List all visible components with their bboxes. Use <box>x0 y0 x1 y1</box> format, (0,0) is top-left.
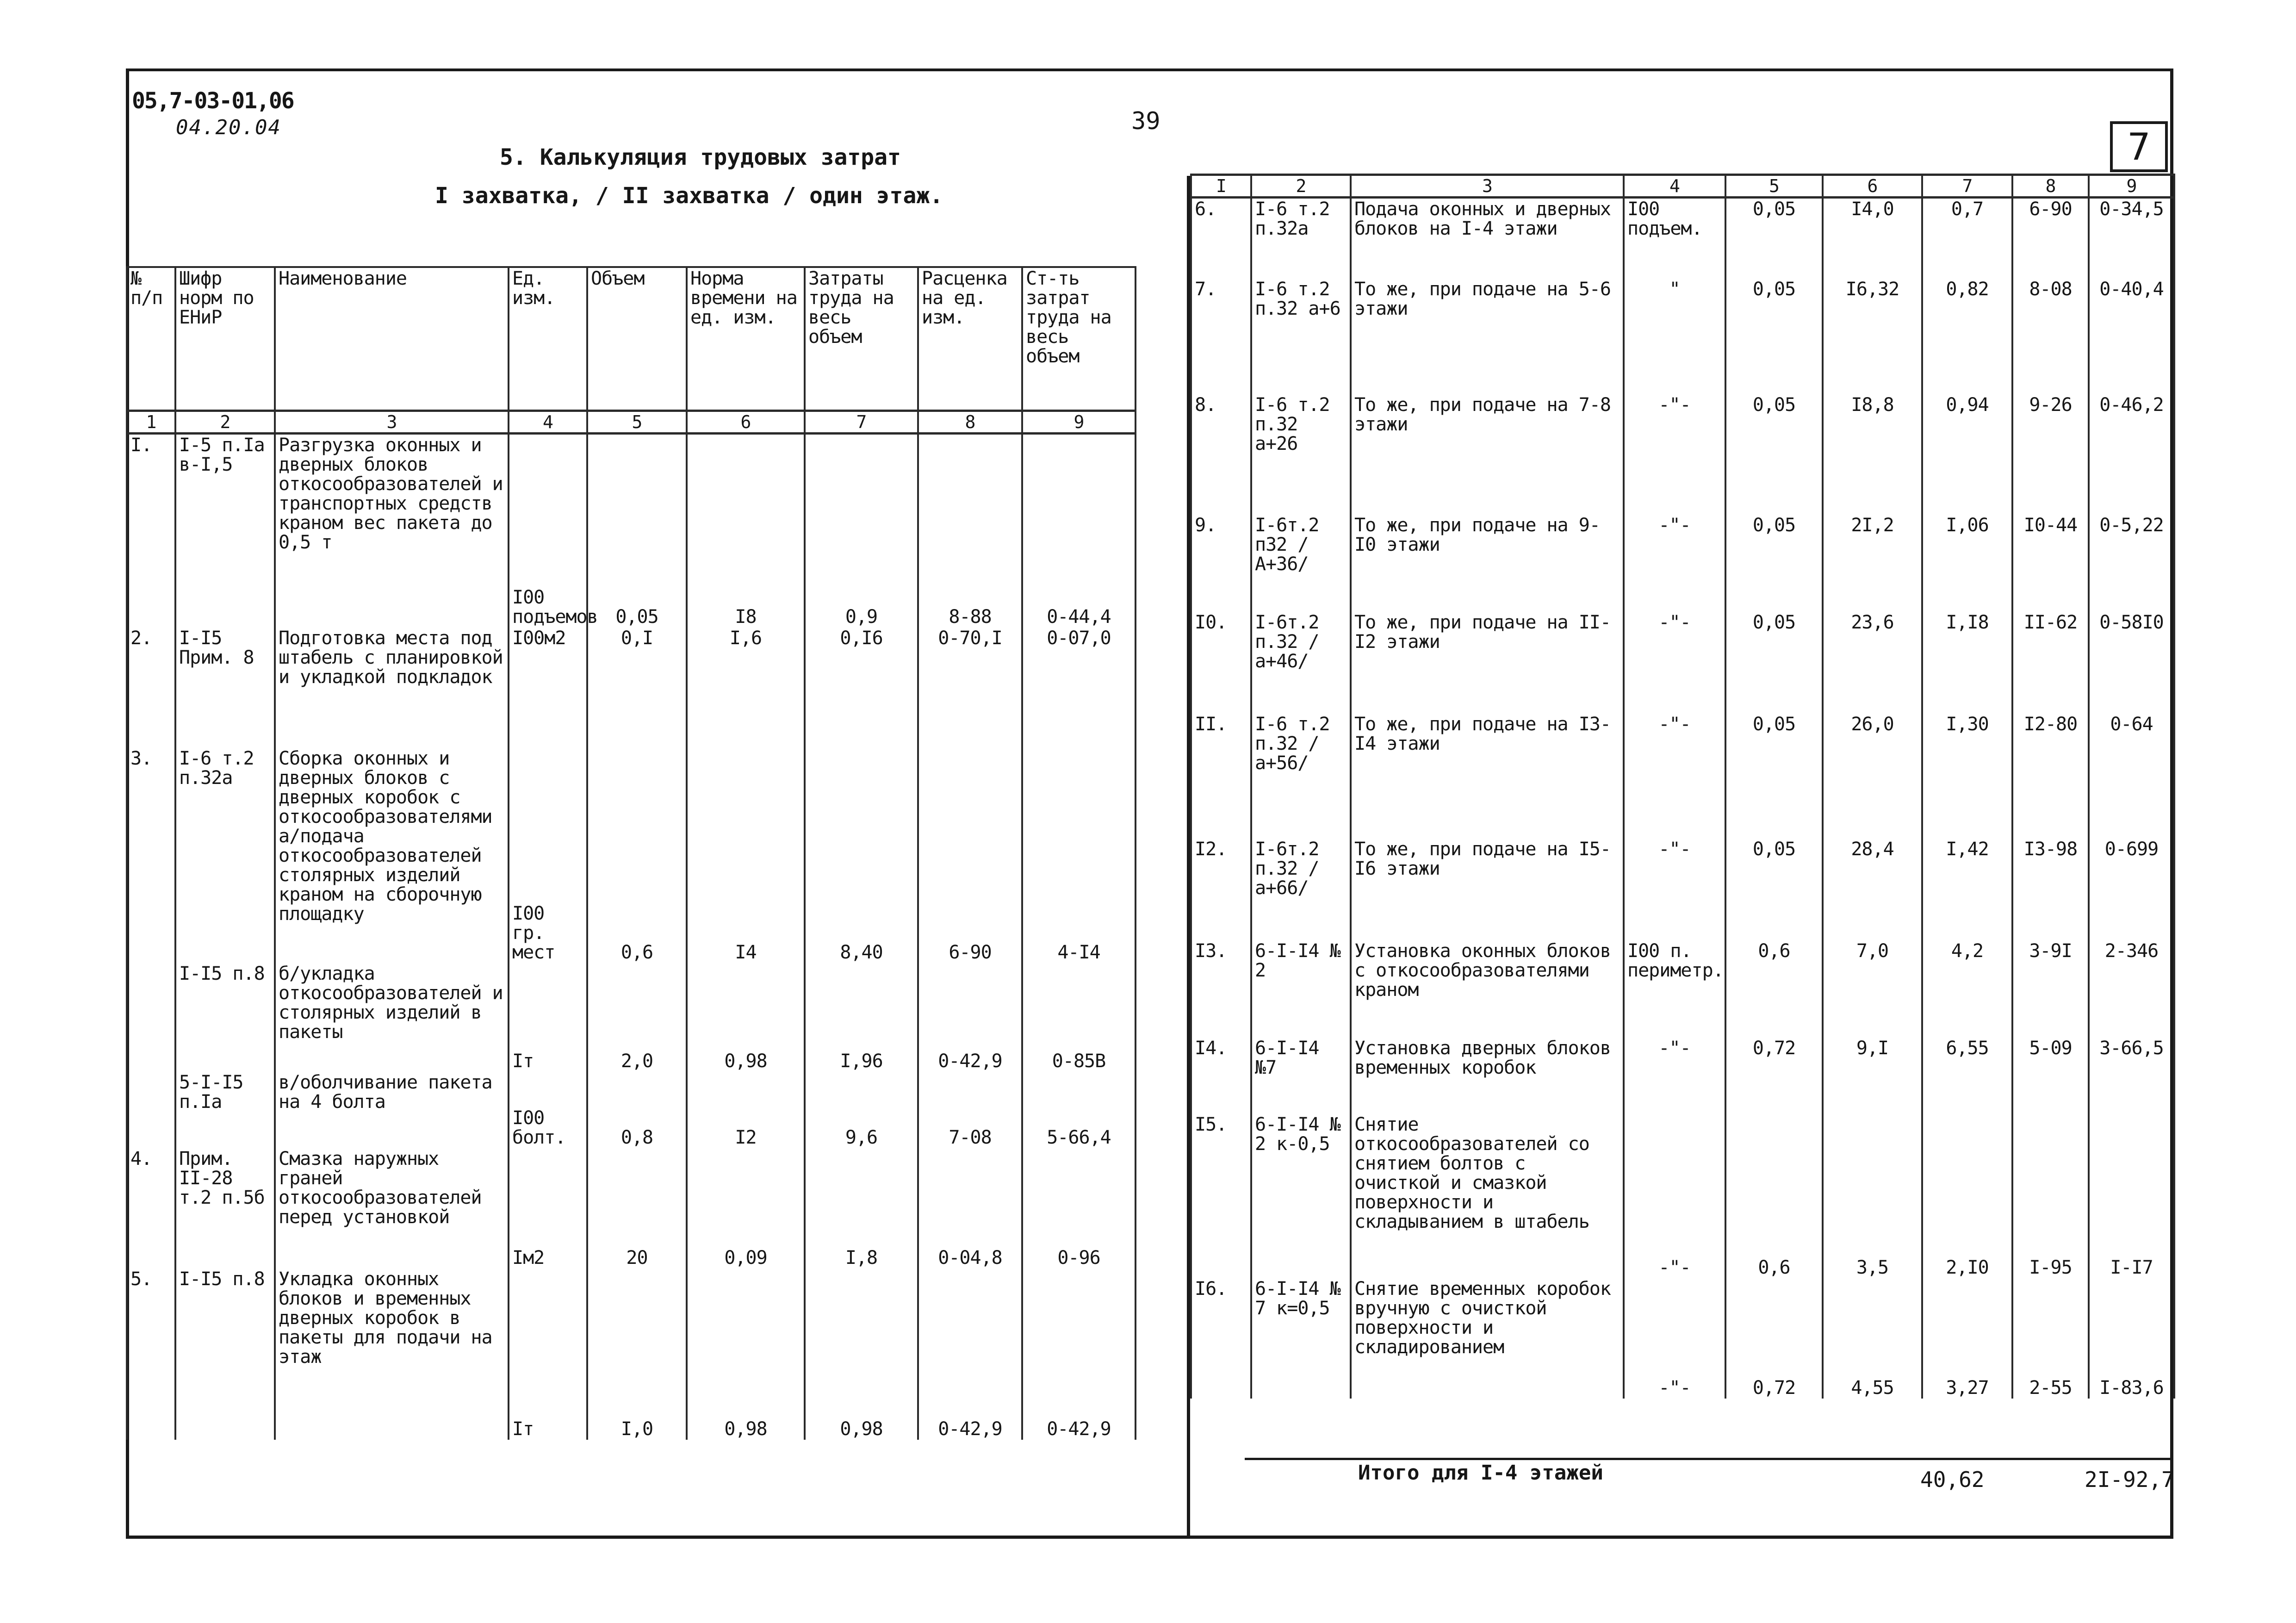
cell-name: Разгрузка оконных и дверных блоков откосообразователей и транспортных средств краном вес пакета до 0,5 т <box>275 433 509 628</box>
cell-cost: 0-42,9 <box>1022 1269 1136 1440</box>
cell-volume: 0,05 <box>1725 198 1823 279</box>
cell-n: 6. <box>1191 198 1251 279</box>
table-row <box>1191 1278 2174 1399</box>
cell-cost: 0-5,22 <box>2089 515 2174 612</box>
cell-volume: 0,05 <box>1725 714 1823 839</box>
col-number: I <box>1191 175 1251 198</box>
column-number-row <box>127 410 1136 433</box>
cell-cost: 0-64 <box>2089 714 2174 839</box>
cell-volume: 0,8 <box>587 1072 687 1148</box>
cell-rate: 3-9I <box>2012 940 2089 1038</box>
section-subtitle: I захватка, / II захватка / один этаж. <box>435 183 943 209</box>
col-number: 5 <box>587 410 687 433</box>
col-number: 3 <box>275 410 509 433</box>
cell-cost: 0-40,4 <box>2089 279 2174 394</box>
cell-norm: 0,98 <box>687 1269 805 1440</box>
cell-cost: 0-96 <box>1022 1148 1136 1269</box>
cell-rate: 8-88 <box>918 433 1022 628</box>
cell-name: Снятие временных коробок вручную с очисткой поверхности и складированием <box>1351 1278 1624 1399</box>
table-row <box>1191 612 2174 714</box>
cell-rate: I0-44 <box>2012 515 2089 612</box>
col-number: 4 <box>509 410 587 433</box>
cell-labor: I,I8 <box>1922 612 2012 714</box>
col-number: 1 <box>127 410 175 433</box>
col-number: 5 <box>1725 175 1823 198</box>
table-row <box>127 748 1136 963</box>
sheet-number: 7 <box>2110 121 2168 172</box>
cell-name: Подготовка места под штабель с планировкой и укладкой подкладок <box>275 628 509 748</box>
cell-rate: 6-90 <box>2012 198 2089 279</box>
section-title: 5. Калькуляция трудовых затрат <box>500 144 901 170</box>
cell-labor: I,96 <box>805 963 918 1072</box>
cell-name: Установка дверных блоков временных коробок <box>1351 1038 1624 1114</box>
col-number: 9 <box>2089 175 2174 198</box>
cell-code: Прим. II-28 т.2 п.5б <box>175 1148 275 1269</box>
total-cost: 2I-92,7 <box>2085 1467 2174 1492</box>
col-header: Наименование <box>275 267 509 410</box>
cell-rate: 7-08 <box>918 1072 1022 1148</box>
cell-unit: -"- <box>1624 515 1725 612</box>
cell-labor: 9,6 <box>805 1072 918 1148</box>
cell-norm: 0,98 <box>687 963 805 1072</box>
cell-rate: 0-42,9 <box>918 963 1022 1072</box>
cell-rate: I3-98 <box>2012 839 2089 940</box>
cell-n <box>127 963 175 1072</box>
cell-unit: I00 подъемов <box>509 433 587 628</box>
cell-labor: 3,27 <box>1922 1278 2012 1399</box>
cell-cost: 0-46,2 <box>2089 394 2174 515</box>
header-row <box>127 267 1136 410</box>
cell-n <box>127 1072 175 1148</box>
cell-volume: 0,I <box>587 628 687 748</box>
cell-labor: I,42 <box>1922 839 2012 940</box>
cell-labor: 0,I6 <box>805 628 918 748</box>
cell-labor: 0,82 <box>1922 279 2012 394</box>
cell-n: II. <box>1191 714 1251 839</box>
cell-n: I0. <box>1191 612 1251 714</box>
cell-n: I. <box>127 433 175 628</box>
cell-code: I-6т.2 п.32 /а+46/ <box>1251 612 1351 714</box>
cell-unit: -"- <box>1624 394 1725 515</box>
cell-volume: 0,6 <box>1725 940 1823 1038</box>
cell-name: То же, при подаче на 7-8 этажи <box>1351 394 1624 515</box>
col-number: 7 <box>805 410 918 433</box>
cell-cost: 0-44,4 <box>1022 433 1136 628</box>
col-header: № п/п <box>127 267 175 410</box>
cell-cost: 3-66,5 <box>2089 1038 2174 1114</box>
cell-cost: 2-346 <box>2089 940 2174 1038</box>
cell-norm: I2 <box>687 1072 805 1148</box>
table-row <box>1191 714 2174 839</box>
cell-norm: 9,I <box>1823 1038 1922 1114</box>
col-number: 3 <box>1351 175 1624 198</box>
cell-cost: 0-34,5 <box>2089 198 2174 279</box>
cell-volume: 0,05 <box>1725 612 1823 714</box>
table-row <box>1191 839 2174 940</box>
cell-cost: 0-58I0 <box>2089 612 2174 714</box>
cell-volume: I,0 <box>587 1269 687 1440</box>
cell-labor: 0,94 <box>1922 394 2012 515</box>
cell-volume: 0,05 <box>1725 279 1823 394</box>
cell-cost: 0-07,0 <box>1022 628 1136 748</box>
right-labor-table <box>1190 174 2175 1399</box>
cell-rate: 0-42,9 <box>918 1269 1022 1440</box>
cell-rate: 8-08 <box>2012 279 2089 394</box>
cell-code: I-6 т.2 п.32а <box>175 748 275 963</box>
total-labor: 40,62 <box>1920 1467 1985 1492</box>
cell-labor: 8,40 <box>805 748 918 963</box>
cell-rate: 2-55 <box>2012 1278 2089 1399</box>
cell-name: Установка оконных блоков с откосообразователями краном <box>1351 940 1624 1038</box>
cell-code: 6-I-I4 № 2 к-0,5 <box>1251 1114 1351 1278</box>
cell-name: Смазка наружных граней откосообразователей перед установкой <box>275 1148 509 1269</box>
cell-n: I3. <box>1191 940 1251 1038</box>
cell-name: То же, при подаче на 5-6 этажи <box>1351 279 1624 394</box>
cell-unit: Iт <box>509 1269 587 1440</box>
cell-code: 6-I-I4 №7 <box>1251 1038 1351 1114</box>
cell-name: То же, при подаче на II-I2 этажи <box>1351 612 1624 714</box>
table-row <box>1191 198 2174 279</box>
cell-cost: I-83,6 <box>2089 1278 2174 1399</box>
cell-name: Снятие откосообразователей со снятием болтов с очисткой и смазкой поверхности и складыванием в штабель <box>1351 1114 1624 1278</box>
cell-unit: Iт <box>509 963 587 1072</box>
table-row <box>1191 1038 2174 1114</box>
cell-rate: I2-80 <box>2012 714 2089 839</box>
cell-code: I-6 т.2 п.32 а+6 <box>1251 279 1351 394</box>
document-date: 04.20.04 <box>176 116 281 139</box>
cell-volume: 0,05 <box>1725 839 1823 940</box>
cell-unit: I00м2 <box>509 628 587 748</box>
col-number: 6 <box>1823 175 1922 198</box>
cell-volume: 0,6 <box>1725 1114 1823 1278</box>
cell-n: 7. <box>1191 279 1251 394</box>
cell-unit: I00 подъем. <box>1624 198 1725 279</box>
cell-name: То же, при подаче на 9-I0 этажи <box>1351 515 1624 612</box>
cell-volume: 20 <box>587 1148 687 1269</box>
col-header: Шифр норм по ЕНиР <box>175 267 275 410</box>
cell-code: I-I5 Прим. 8 <box>175 628 275 748</box>
cell-unit: -"- <box>1624 714 1725 839</box>
cell-code: I-6 т.2 п.32 /а+56/ <box>1251 714 1351 839</box>
total-separator <box>1245 1458 2172 1460</box>
cell-rate: 5-09 <box>2012 1038 2089 1114</box>
cell-norm: I,6 <box>687 628 805 748</box>
cell-n: I2. <box>1191 839 1251 940</box>
col-number: 6 <box>687 410 805 433</box>
cell-unit: -"- <box>1624 1114 1725 1278</box>
cell-name: Укладка оконных блоков и временных дверных коробок в пакеты для подачи на этаж <box>275 1269 509 1440</box>
cell-rate: 9-26 <box>2012 394 2089 515</box>
cell-code: 6-I-I4 № 2 <box>1251 940 1351 1038</box>
column-divider <box>1187 176 1190 1536</box>
col-number: 8 <box>918 410 1022 433</box>
cell-n: 8. <box>1191 394 1251 515</box>
cell-name: Подача оконных и дверных блоков на I-4 этажи <box>1351 198 1624 279</box>
cell-norm: 4,55 <box>1823 1278 1922 1399</box>
cell-name: Сборка оконных и дверных блоков с дверных коробок с откосообразователями а/подача откосообразователей столярных изделий краном на сборочную площадку <box>275 748 509 963</box>
cell-name: То же, при подаче на I5-I6 этажи <box>1351 839 1624 940</box>
table-row <box>1191 394 2174 515</box>
cell-n: I5. <box>1191 1114 1251 1278</box>
cell-code: I-5 п.Iа в-I,5 <box>175 433 275 628</box>
table-row <box>1191 1114 2174 1278</box>
cell-norm: 26,0 <box>1823 714 1922 839</box>
table-row <box>127 1148 1136 1269</box>
cell-n: I4. <box>1191 1038 1251 1114</box>
col-number: 7 <box>1922 175 2012 198</box>
cell-n: 4. <box>127 1148 175 1269</box>
cell-n: 2. <box>127 628 175 748</box>
cell-code: I-6 т.2 п.32 а+26 <box>1251 394 1351 515</box>
cell-n: 9. <box>1191 515 1251 612</box>
cell-norm: 28,4 <box>1823 839 1922 940</box>
cell-labor: 0,7 <box>1922 198 2012 279</box>
cell-labor: I,06 <box>1922 515 2012 612</box>
cell-cost: 4-I4 <box>1022 748 1136 963</box>
cell-norm: I8 <box>687 433 805 628</box>
col-header: Объем <box>587 267 687 410</box>
cell-norm: I4,0 <box>1823 198 1922 279</box>
cell-volume: 0,05 <box>587 433 687 628</box>
cell-volume: 0,05 <box>1725 515 1823 612</box>
cell-code: I-6т.2 п32 /А+36/ <box>1251 515 1351 612</box>
col-header: Ст-ть затрат труда на весь объем <box>1022 267 1136 410</box>
cell-norm: 7,0 <box>1823 940 1922 1038</box>
cell-cost: 0-85В <box>1022 963 1136 1072</box>
col-number: 4 <box>1624 175 1725 198</box>
cell-labor: 4,2 <box>1922 940 2012 1038</box>
cell-unit: Iм2 <box>509 1148 587 1269</box>
cell-rate: II-62 <box>2012 612 2089 714</box>
cell-unit: I00 болт. <box>509 1072 587 1148</box>
cell-unit: -"- <box>1624 1278 1725 1399</box>
cell-name: в/оболчивание пакета на 4 болта <box>275 1072 509 1148</box>
cell-volume: 0,72 <box>1725 1278 1823 1399</box>
cell-code: I-I5 п.8 <box>175 1269 275 1440</box>
cell-rate: I-95 <box>2012 1114 2089 1278</box>
cell-norm: I4 <box>687 748 805 963</box>
col-header: Ед. изм. <box>509 267 587 410</box>
cell-volume: 0,05 <box>1725 394 1823 515</box>
col-header: Расценка на ед. изм. <box>918 267 1022 410</box>
col-number: 2 <box>1251 175 1351 198</box>
cell-rate: 0-70,I <box>918 628 1022 748</box>
col-number: 8 <box>2012 175 2089 198</box>
cell-norm: 3,5 <box>1823 1114 1922 1278</box>
column-number-row <box>1191 175 2174 198</box>
cell-unit: -"- <box>1624 612 1725 714</box>
table-row <box>1191 940 2174 1038</box>
table-row <box>1191 515 2174 612</box>
cell-volume: 0,72 <box>1725 1038 1823 1114</box>
col-number: 2 <box>175 410 275 433</box>
table-row <box>127 1269 1136 1440</box>
table-row <box>127 628 1136 748</box>
cell-rate: 0-04,8 <box>918 1148 1022 1269</box>
cell-norm: 2I,2 <box>1823 515 1922 612</box>
cell-labor: 2,I0 <box>1922 1114 2012 1278</box>
col-number: 9 <box>1022 410 1136 433</box>
cell-code: I-6 т.2 п.32а <box>1251 198 1351 279</box>
cell-labor: 0,98 <box>805 1269 918 1440</box>
cell-volume: 0,6 <box>587 748 687 963</box>
cell-unit: -"- <box>1624 839 1725 940</box>
cell-volume: 2,0 <box>587 963 687 1072</box>
cell-cost: 0-699 <box>2089 839 2174 940</box>
cell-cost: 5-66,4 <box>1022 1072 1136 1148</box>
table-row <box>1191 279 2174 394</box>
col-header: Норма времени на ед. изм. <box>687 267 805 410</box>
left-labor-table <box>126 266 1136 1440</box>
cell-labor: I,8 <box>805 1148 918 1269</box>
cell-unit: -"- <box>1624 1038 1725 1114</box>
cell-rate: 6-90 <box>918 748 1022 963</box>
page-number: 39 <box>1131 107 1160 135</box>
cell-code: 6-I-I4 № 7 к=0,5 <box>1251 1278 1351 1399</box>
cell-code: I-6т.2 п.32 /а+66/ <box>1251 839 1351 940</box>
document-code: 05,7-03-01,06 <box>132 88 294 114</box>
cell-cost: I-I7 <box>2089 1114 2174 1278</box>
table-row <box>127 963 1136 1072</box>
cell-name: То же, при подаче на I3-I4 этажи <box>1351 714 1624 839</box>
cell-norm: 23,6 <box>1823 612 1922 714</box>
table-row <box>127 1072 1136 1148</box>
cell-code: I-I5 п.8 <box>175 963 275 1072</box>
cell-norm: 0,09 <box>687 1148 805 1269</box>
cell-norm: I8,8 <box>1823 394 1922 515</box>
cell-norm: I6,32 <box>1823 279 1922 394</box>
cell-labor: 0,9 <box>805 433 918 628</box>
cell-unit: I00 п. периметр. <box>1624 940 1725 1038</box>
cell-labor: I,30 <box>1922 714 2012 839</box>
col-header: Затраты труда на весь объем <box>805 267 918 410</box>
cell-n: 3. <box>127 748 175 963</box>
total-label: Итого для I-4 этажей <box>1358 1461 1603 1485</box>
cell-n: I6. <box>1191 1278 1251 1399</box>
table-row <box>127 433 1136 628</box>
cell-unit: " <box>1624 279 1725 394</box>
cell-labor: 6,55 <box>1922 1038 2012 1114</box>
cell-name: б/укладка откосообразователей и столярных изделий в пакеты <box>275 963 509 1072</box>
cell-code: 5-I-I5 п.Iа <box>175 1072 275 1148</box>
cell-unit: I00 гр. мест <box>509 748 587 963</box>
cell-n: 5. <box>127 1269 175 1440</box>
